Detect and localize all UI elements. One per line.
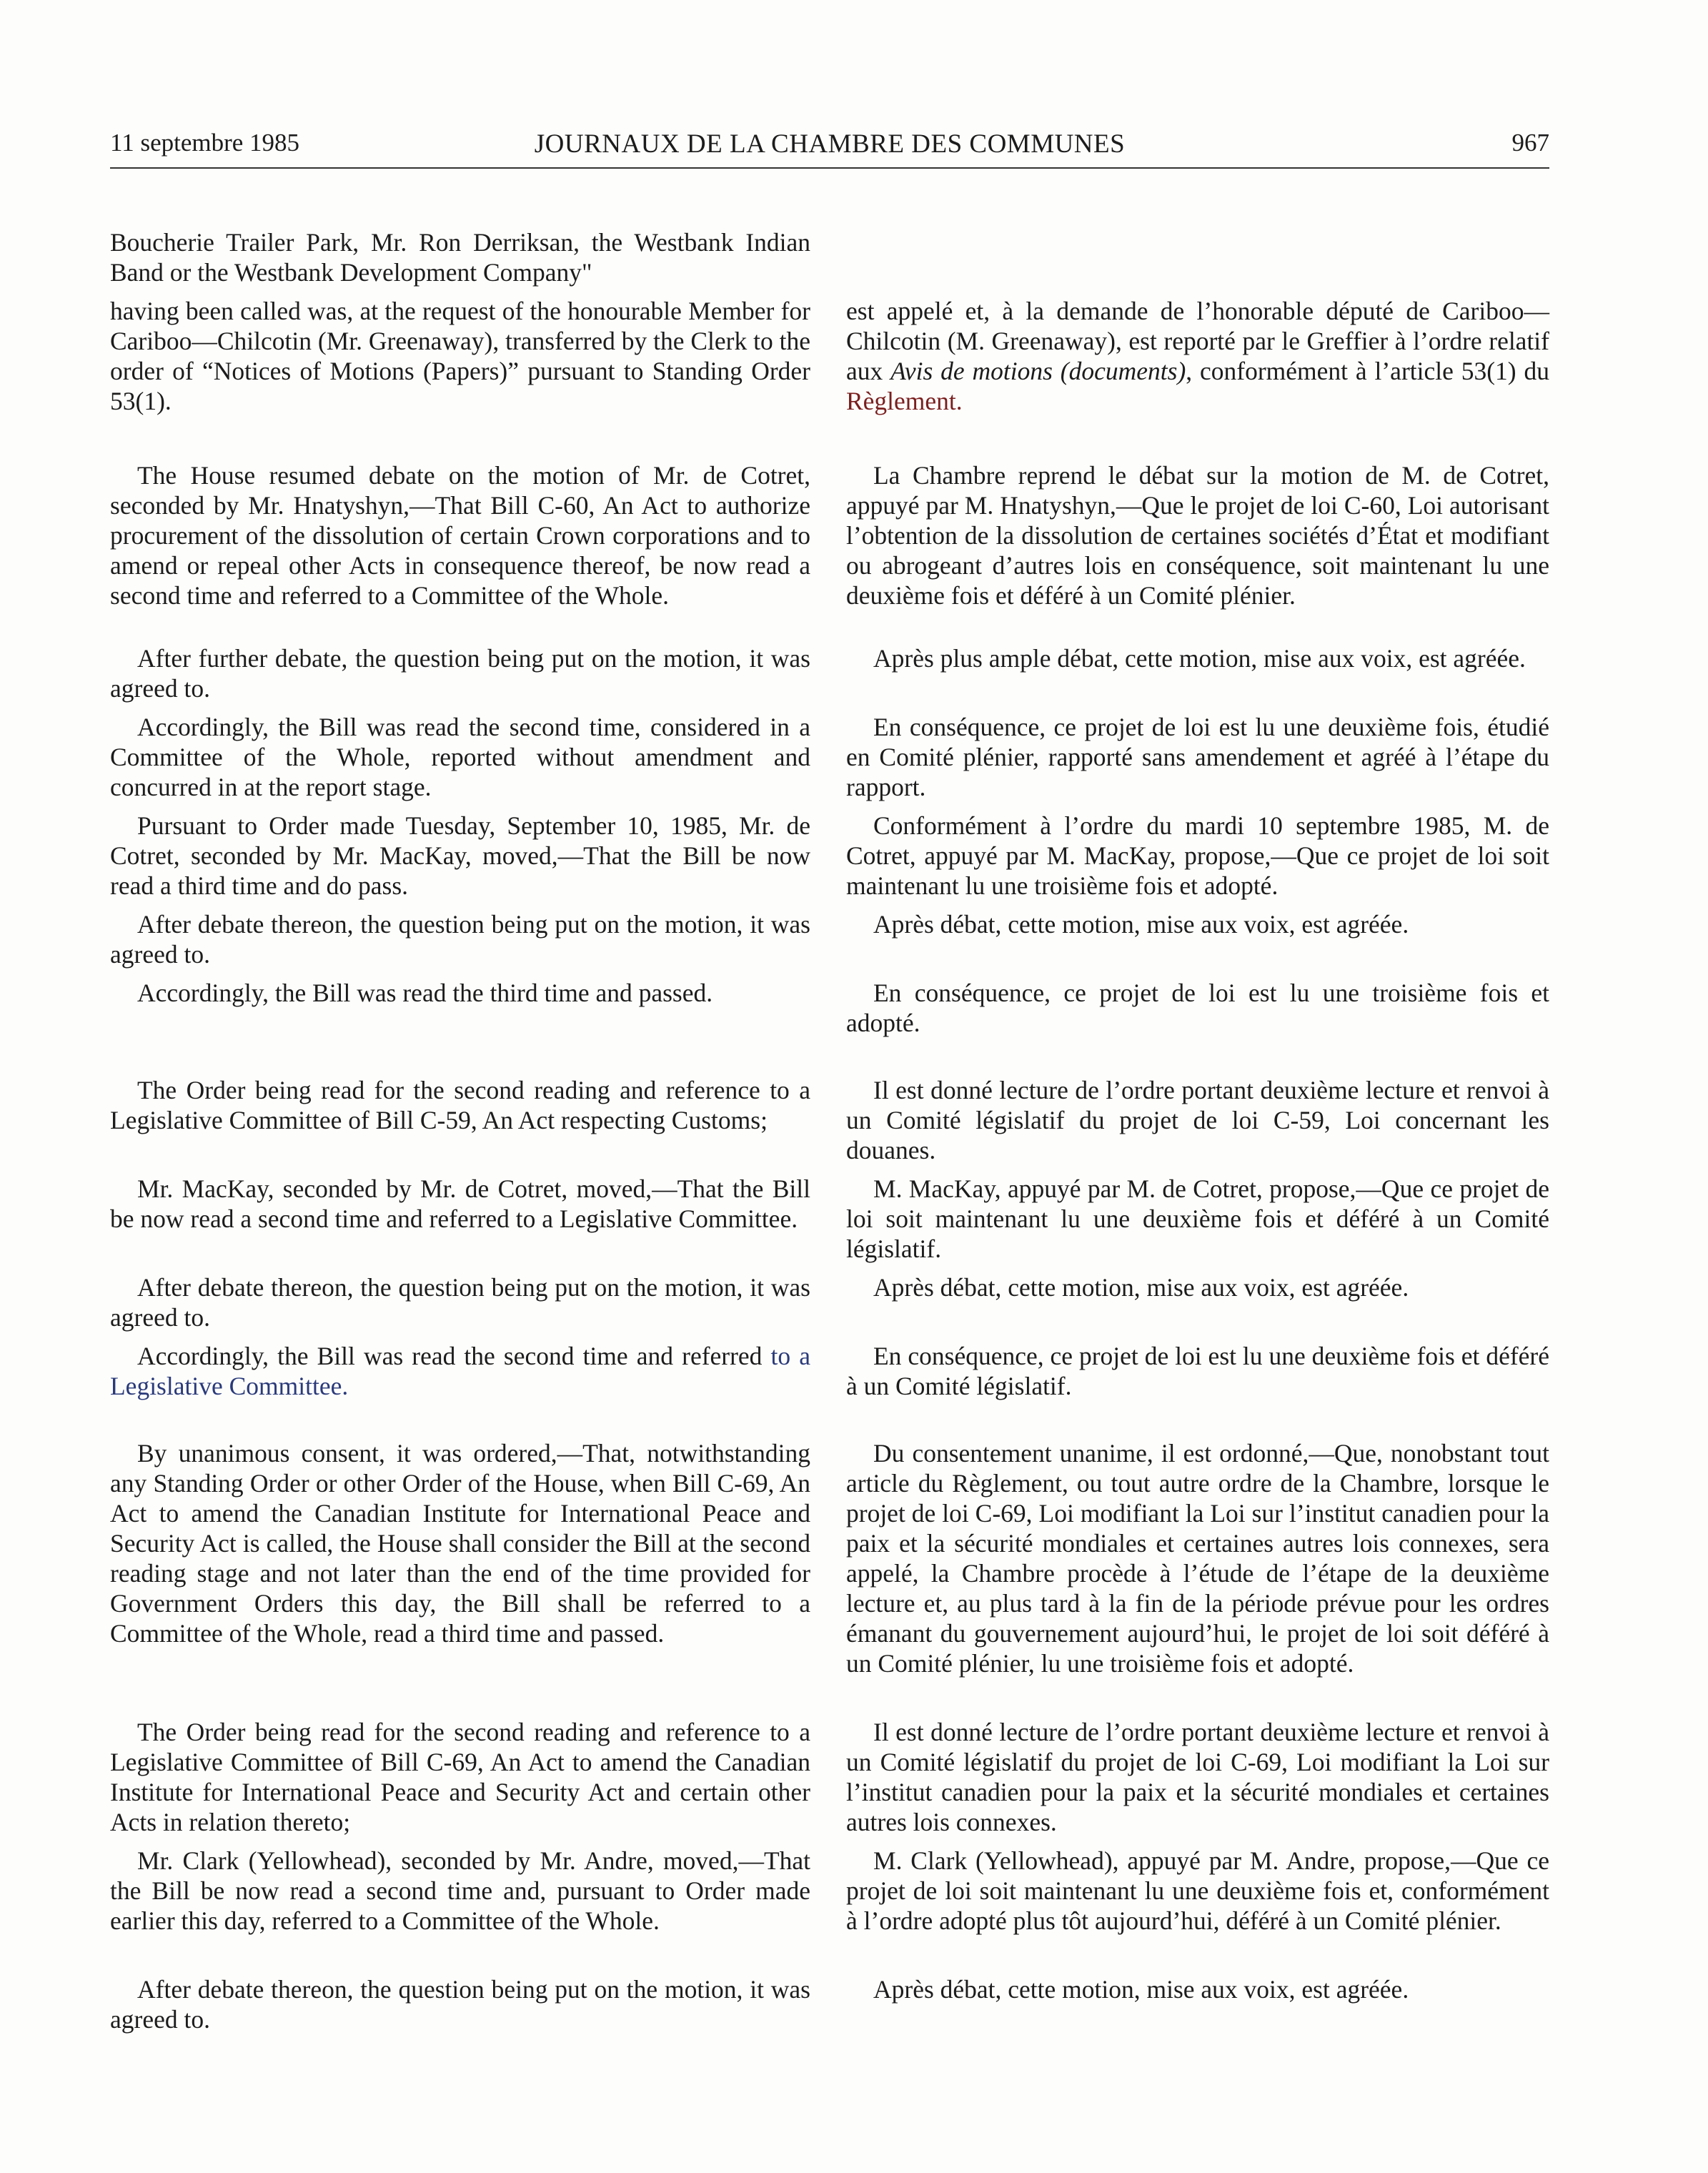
en-paragraph-referred-b: to a Legislative Committee.	[110, 1342, 811, 1400]
fr-paragraph-bill-c60-debate: La Chambre reprend le débat sur la motion de M. de Cotret, appuyé par M. Hnatyshyn,—Que le projet de loi C-60, Loi autorisant l’obtention de la dissolution de certaines sociétés d’État et modifiant ou abrogeant d’autres lois en conséquence, soit maintenant lu une deuxième fois et déféré à un Comité plénier.	[846, 461, 1549, 610]
en-paragraph-second-reading: Accordingly, the Bill was read the second time, considered in a Committee of the Whole, reported without amendment and concurred in at the report stage.	[110, 713, 810, 801]
fr-paragraph-agreed: Après débat, cette motion, mise aux voix, est agréée.	[873, 1273, 1409, 1302]
fr-paragraph-passed: En conséquence, ce projet de loi est lu une troisième fois et adopté.	[846, 979, 1549, 1037]
fr-transfer-c: Règlement.	[846, 387, 963, 415]
fr-paragraph-unanimous-consent: Du consentement unanime, il est ordonné,—Que, nonobstant tout article du Règlement, ou tout autre ordre de la Chambre, lorsque le projet de loi C-69, Loi modifiant la Loi sur l’institut canadien pour la paix et la sécurité mondiales et certaines autres lois connexes, sera appelé, la Chambre procède à l’étude de l’étape de la deuxième lecture et, au plus tard à la fin de la période prévue pour les ordres émanant du gouvernement aujourd’hui, le projet de loi soit déféré à un Comité plénier, lu une troisième fois et adopté.	[846, 1439, 1549, 1678]
header-rule	[110, 167, 1549, 169]
en-paragraph-passed: Accordingly, the Bill was read the third time and passed.	[137, 979, 713, 1007]
page-number: 967	[1511, 129, 1549, 157]
fr-paragraph-agreed: Après débat, cette motion, mise aux voix, est agréée.	[873, 1975, 1409, 2004]
fr-paragraph-agreed: Après débat, cette motion, mise aux voix, est agréée.	[873, 910, 1409, 939]
fr-transfer-italic: Avis de motions (documents)	[890, 357, 1186, 385]
en-paragraph-bill-c59-motion: Mr. MacKay, seconded by Mr. de Cotret, moved,—That the Bill be now read a second time and referred to a Legislative Committee.	[110, 1174, 810, 1233]
fr-paragraph-second-reading: En conséquence, ce projet de loi est lu une deuxième fois, étudié en Comité plénier, rapporté sans amendement et agréé à l’étape du rapport.	[846, 713, 1549, 801]
en-paragraph-bill-c59-order: The Order being read for the second reading and reference to a Legislative Committee of Bill C-59, An Act respecting Customs;	[110, 1076, 810, 1134]
header-date: 11 septembre 1985	[110, 129, 300, 157]
en-paragraph-continuation: Boucherie Trailer Park, Mr. Ron Derriksan, the Westbank Indian Band or the Westbank Development Company"	[110, 228, 810, 287]
header-title: JOURNAUX DE LA CHAMBRE DES COMMUNES	[534, 129, 1126, 159]
fr-paragraph-third-reading-motion: Conformément à l’ordre du mardi 10 septembre 1985, M. de Cotret, appuyé par M. MacKay, propose,—Que ce projet de loi soit maintenant lu une troisième fois et adopté.	[846, 811, 1549, 900]
running-header	[110, 129, 1549, 167]
fr-paragraph-transfer	[846, 296, 1549, 416]
en-paragraph-agreed: After debate thereon, the question being put on the motion, it was agreed to.	[110, 1273, 810, 1332]
en-paragraph-third-reading-motion: Pursuant to Order made Tuesday, September 10, 1985, Mr. de Cotret, seconded by Mr. MacKay, moved,—That the Bill be now read a third time and do pass.	[110, 811, 810, 900]
en-paragraph-unanimous-consent: By unanimous consent, it was ordered,—That, notwithstanding any Standing Order or other Order of the House, when Bill C-69, An Act to amend the Canadian Institute for International Peace and Security Act is called, the House shall consider the Bill at the second reading stage and not later than the end of the time provided for Government Orders this day, the Bill shall be referred to a Committee of the Whole, read a third time and passed.	[110, 1439, 810, 1648]
fr-transfer-a: est appelé et, à la demande de l’honorable député de Cariboo—Chilcotin (M. Greenaway), est reporté par le Greffier à l’ordre relatif aux	[846, 297, 1549, 385]
en-paragraph-bill-c69-order: The Order being read for the second reading and reference to a Legislative Committee of Bill C-69, An Act to amend the Canadian Institute for International Peace and Security Act and certain other Acts in relation thereto;	[110, 1718, 810, 1836]
fr-paragraph-referred: En conséquence, ce projet de loi est lu une deuxième fois et déféré à un Comité législatif.	[846, 1342, 1549, 1400]
fr-paragraph-bill-c69-motion: M. Clark (Yellowhead), appuyé par M. Andre, propose,—Que ce projet de loi soit maintenant lu une deuxième fois et, conformément à l’ordre adopté plus tôt aujourd’hui, déféré à un Comité plénier.	[846, 1846, 1549, 1935]
en-paragraph-transfer: having been called was, at the request of the honourable Member for Cariboo—Chilcotin (Mr. Greenaway), transferred by the Clerk to the order of “Notices of Motions (Papers)” pursuant to Standing Order 53(1).	[110, 297, 810, 415]
fr-paragraph-agreed: Après plus ample débat, cette motion, mise aux voix, est agréée.	[873, 644, 1526, 673]
en-paragraph-agreed: After further debate, the question being put on the motion, it was agreed to.	[110, 644, 810, 703]
en-paragraph-agreed: After debate thereon, the question being put on the motion, it was agreed to.	[110, 910, 810, 969]
fr-transfer-b: , conformément à l’article 53(1) du	[1186, 357, 1549, 385]
en-paragraph-bill-c60-debate: The House resumed debate on the motion of Mr. de Cotret, seconded by Mr. Hnatyshyn,—That Bill C-60, An Act to authorize procurement of the dissolution of certain Crown corporations and to amend or repeal other Acts in consequence thereof, be now read a second time and referred to a Committee of the Whole.	[110, 461, 810, 610]
en-paragraph-bill-c69-motion: Mr. Clark (Yellowhead), seconded by Mr. Andre, moved,—That the Bill be now read a second time and, pursuant to Order made earlier this day, referred to a Committee of the Whole.	[110, 1846, 810, 1935]
fr-paragraph-bill-c59-motion: M. MacKay, appuyé par M. de Cotret, propose,—Que ce projet de loi soit maintenant lu une deuxième fois et déféré à un Comité législatif.	[846, 1174, 1549, 1263]
en-paragraph-agreed: After debate thereon, the question being put on the motion, it was agreed to.	[110, 1975, 810, 2034]
en-paragraph-referred-a: Accordingly, the Bill was read the second time and referred	[137, 1342, 763, 1370]
en-paragraph-referred	[110, 1341, 810, 1401]
fr-paragraph-bill-c69-order: Il est donné lecture de l’ordre portant deuxième lecture et renvoi à un Comité législatif du projet de loi C-69, Loi modifiant la Loi sur l’institut canadien pour la paix et la sécurité mondiales et certaines autres lois connexes.	[846, 1718, 1549, 1836]
fr-paragraph-bill-c59-order: Il est donné lecture de l’ordre portant deuxième lecture et renvoi à un Comité législatif du projet de loi C-59, Loi concernant les douanes.	[846, 1076, 1549, 1164]
